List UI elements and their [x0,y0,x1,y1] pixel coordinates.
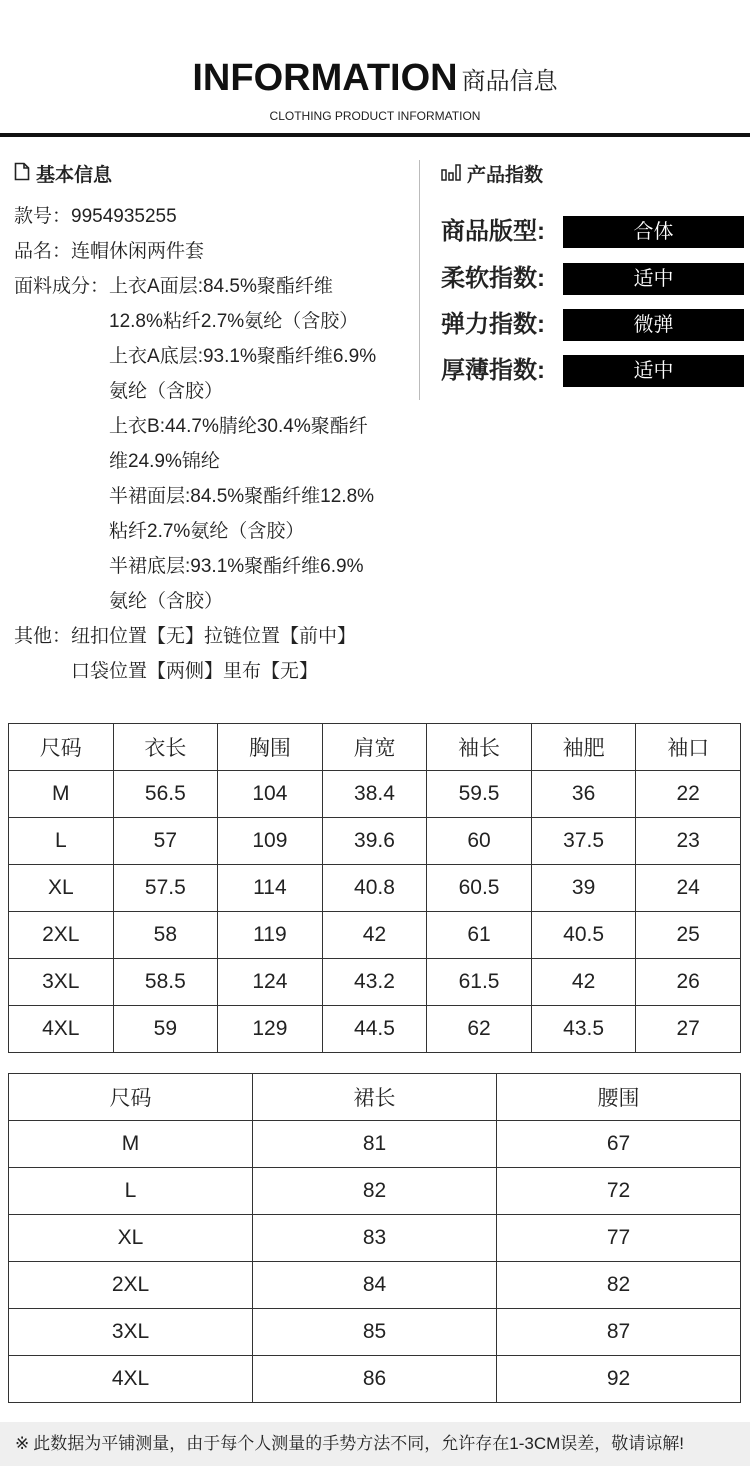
table-cell: M [9,771,114,818]
table-cell: 2XL [9,1262,253,1309]
other-label: 其他： [14,626,72,647]
table-cell: 40.5 [531,912,636,959]
basic-info-title: 基本信息 [36,165,113,187]
table-cell: 67 [497,1121,741,1168]
table-cell: 39.6 [322,818,427,865]
other-line: 纽扣位置【无】拉链位置【前中】 [71,626,357,647]
column-header: 衣长 [113,724,218,771]
table-row [9,1168,741,1215]
table-cell: 61.5 [427,959,532,1006]
table-cell: 43.5 [531,1006,636,1053]
table-cell: 44.5 [322,1006,427,1053]
column-header: 袖口 [636,724,741,771]
table-cell: L [9,818,114,865]
page-header [0,0,750,140]
table-row [9,1262,741,1309]
table-cell: 26 [636,959,741,1006]
table-row [9,1356,741,1403]
table-cell: 27 [636,1006,741,1053]
document-icon [14,158,30,194]
fabric-line: 12.8%粘纤2.7%氨纶（含胶） [109,311,359,332]
table-cell: 58.5 [113,959,218,1006]
index-row-thickness [441,354,746,388]
index-row-fit [441,215,746,249]
product-name-row [14,234,414,269]
other-row [14,619,414,689]
table-cell: 109 [218,818,323,865]
table-cell: 23 [636,818,741,865]
skirt-size-table [8,1073,741,1403]
footnote-text: 此数据为平铺测量，由于每个人测量的手势方法不同，允许存在1-3CM误差，敬请谅解! [33,1434,684,1453]
table-cell: 57.5 [113,865,218,912]
table-cell: 92 [497,1356,741,1403]
table-cell: 124 [218,959,323,1006]
fabric-lines [109,269,376,619]
model-number-value: 9954935255 [71,206,177,227]
fabric-line: 氨纶（含胶） [109,591,224,612]
fabric-line: 维24.9%锦纶 [109,451,220,472]
header-divider [0,133,750,137]
table-cell: 59.5 [427,771,532,818]
table-cell: 56.5 [113,771,218,818]
table-row [9,865,741,912]
column-header: 袖肥 [531,724,636,771]
fabric-line: 上衣A面层:84.5%聚酯纤维 [109,276,333,297]
other-lines [71,619,356,689]
title-english: INFORMATION [192,57,458,99]
index-row-elasticity [441,308,746,342]
index-label: 厚薄指数: [441,357,545,384]
table-cell: 104 [218,771,323,818]
table-cell: 3XL [9,959,114,1006]
fabric-line: 粘纤2.7%氨纶（含胶） [109,521,305,542]
index-value-badge: 适中 [563,263,744,295]
table-cell: 43.2 [322,959,427,1006]
table-cell: 83 [253,1215,497,1262]
table-row [9,818,741,865]
basic-info-section [14,158,414,689]
footnote-text-row [15,1422,684,1466]
reference-mark-icon: ※ [15,1434,30,1453]
table-row [9,959,741,1006]
table-cell: 40.8 [322,865,427,912]
table-cell: 85 [253,1309,497,1356]
fabric-line: 半裙底层:93.1%聚酯纤维6.9% [109,556,364,577]
product-name-label: 品名： [14,241,72,262]
table-cell: M [9,1121,253,1168]
table-cell: 82 [253,1168,497,1215]
model-number-row [14,199,414,234]
fabric-line: 上衣A底层:93.1%聚酯纤维6.9% [109,346,377,367]
table-cell: 36 [531,771,636,818]
fabric-line: 氨纶（含胶） [109,381,224,402]
table-cell: 81 [253,1121,497,1168]
table-cell: 39 [531,865,636,912]
product-index-section [441,158,746,384]
fabric-label: 面料成分： [14,276,110,297]
table-cell: 25 [636,912,741,959]
table-cell: 77 [497,1215,741,1262]
model-number-label: 款号： [14,206,72,227]
table-cell: 4XL [9,1356,253,1403]
section-divider [419,160,420,400]
table-cell: 37.5 [531,818,636,865]
subtitle: CLOTHING PRODUCT INFORMATION [269,109,481,123]
column-header: 裙长 [253,1074,497,1121]
index-label: 柔软指数: [441,265,545,292]
table-cell: 60 [427,818,532,865]
table-cell: 87 [497,1309,741,1356]
table-row [9,1215,741,1262]
table-cell: 82 [497,1262,741,1309]
title-row [0,57,750,100]
bar-chart-icon [441,158,461,194]
column-header: 袖长 [427,724,532,771]
table-cell: 57 [113,818,218,865]
top-size-table [8,723,741,1053]
product-index-heading [441,158,746,194]
table-row [9,1309,741,1356]
index-value-badge: 合体 [563,216,744,248]
other-line: 口袋位置【两侧】里布【无】 [71,661,319,682]
table-cell: 22 [636,771,741,818]
column-header: 肩宽 [322,724,427,771]
table-cell: XL [9,1215,253,1262]
table-cell: 38.4 [322,771,427,818]
table-cell: 42 [531,959,636,1006]
table-row [9,1121,741,1168]
index-row-softness [441,262,746,296]
table-header-row [9,724,741,771]
product-index-title: 产品指数 [467,165,544,187]
table-cell: 72 [497,1168,741,1215]
fabric-line: 半裙面层:84.5%聚酯纤维12.8% [109,486,375,507]
column-header: 尺码 [9,1074,253,1121]
table-header-row [9,1074,741,1121]
table-row [9,771,741,818]
table-cell: 114 [218,865,323,912]
table-cell: 42 [322,912,427,959]
column-header: 腰围 [497,1074,741,1121]
column-header: 尺码 [9,724,114,771]
table-cell: 62 [427,1006,532,1053]
table-cell: 59 [113,1006,218,1053]
table-cell: 24 [636,865,741,912]
fabric-line: 上衣B:44.7%腈纶30.4%聚酯纤 [109,416,368,437]
table-cell: 2XL [9,912,114,959]
table-cell: XL [9,865,114,912]
fabric-row [14,269,414,619]
title-chinese: 商品信息 [461,68,558,95]
product-name-value: 连帽休闲两件套 [71,241,205,262]
table-cell: 60.5 [427,865,532,912]
index-value-badge: 微弹 [563,309,744,341]
table-cell: 4XL [9,1006,114,1053]
index-label: 商品版型: [441,218,545,245]
table-cell: 86 [253,1356,497,1403]
table-cell: 84 [253,1262,497,1309]
table-cell: 3XL [9,1309,253,1356]
table-cell: 119 [218,912,323,959]
index-value-badge: 适中 [563,355,744,387]
table-cell: 129 [218,1006,323,1053]
index-label: 弹力指数: [441,311,545,338]
basic-info-heading [14,158,414,194]
column-header: 胸围 [218,724,323,771]
table-cell: 61 [427,912,532,959]
measurement-footnote [0,1422,750,1466]
table-cell: L [9,1168,253,1215]
table-row [9,1006,741,1053]
table-row [9,912,741,959]
table-cell: 58 [113,912,218,959]
